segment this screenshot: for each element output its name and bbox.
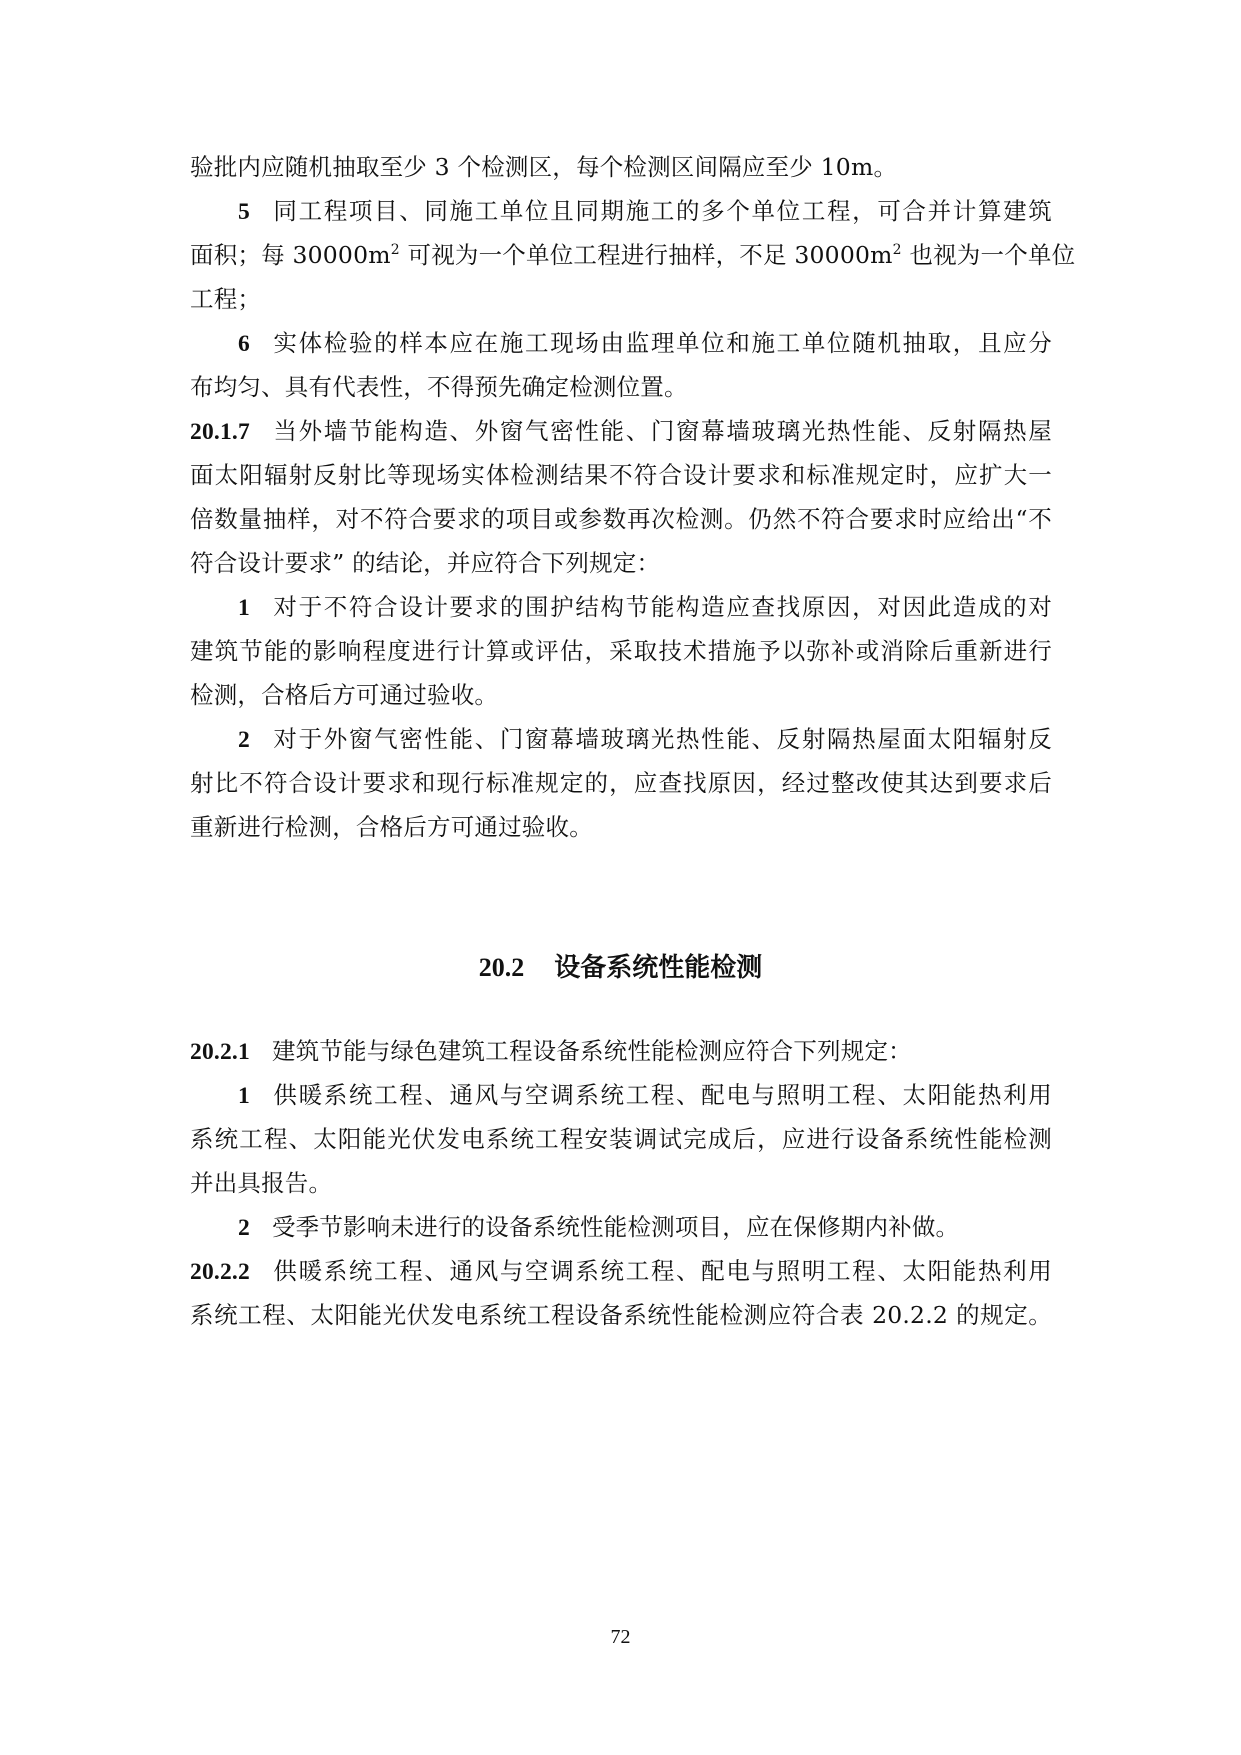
clause-number: 20.2.1 [190,1039,250,1065]
text-line: 检测，合格后方可通过验收。 [190,681,499,709]
text-line: 布均匀、具有代表性，不得预先确定检测位置。 [190,373,688,401]
clause-number: 20.1.7 [190,419,250,445]
list-item-6: 6 实体检验的样本应在施工现场由监理单位和施工单位随机抽取，且应分 [238,329,1052,357]
page-number: 72 [610,1626,631,1648]
text-line: 面积；每 $30000m^2$ 可视为一个单位工程进行抽样，不足 $30000m^2$ 也视为一个单位 [190,241,1076,269]
clause-20-2-1: 20.2.1 建筑节能与绿色建筑工程设备系统性能检测应符合下列规定： [190,1037,912,1065]
clause-number: 20.2.2 [190,1259,250,1285]
item-number: 1 [238,1083,250,1109]
text-line: 并出具报告。 [190,1169,333,1197]
section-title: 设备系统性能检测 [554,953,763,983]
text-line: 射比不符合设计要求和现行标准规定的，应查找原因，经过整改使其达到要求后 [190,769,1052,797]
section-number: 20.2 [478,953,525,982]
list-item-1: 1 对于不符合设计要求的围护结构节能构造应查找原因，对因此造成的对 [238,593,1052,621]
list-item-1: 1 供暖系统工程、通风与空调系统工程、配电与照明工程、太阳能热利用 [238,1081,1052,1109]
superscript: 2 [892,242,902,258]
text-line: 系统工程、太阳能光伏发电系统工程安装调试完成后，应进行设备系统性能检测 [190,1125,1052,1153]
clause-20-2-2: 20.2.2 供暖系统工程、通风与空调系统工程、配电与照明工程、太阳能热利用 [190,1257,1052,1285]
text-line: 符合设计要求” 的结论，并应符合下列规定： [190,549,661,577]
text-line: 验批内应随机抽取至少 3 个检测区，每个检测区间隔应至少 10m。 [190,153,898,181]
item-number: 1 [238,595,250,621]
item-number: 6 [238,331,250,357]
item-number: 2 [238,1215,250,1241]
text-line: 建筑节能的影响程度进行计算或评估，采取技术措施予以弥补或消除后重新进行 [190,637,1052,665]
item-number: 2 [238,727,250,753]
superscript: 2 [390,242,400,258]
list-item-2: 2 对于外窗气密性能、门窗幕墙玻璃光热性能、反射隔热屋面太阳辐射反 [238,725,1052,753]
text-line: 倍数量抽样，对不符合要求的项目或参数再次检测。仍然不符合要求时应给出“不 [190,505,1052,533]
text-line: 系统工程、太阳能光伏发电系统工程设备系统性能检测应符合表 20.2.2 的规定。 [190,1301,1052,1329]
text-line: 重新进行检测，合格后方可通过验收。 [190,813,593,841]
item-number: 5 [238,199,250,225]
clause-20-1-7: 20.1.7 当外墙节能构造、外窗气密性能、门窗幕墙玻璃光热性能、反射隔热屋 [190,417,1052,445]
list-item-2: 2 受季节影响未进行的设备系统性能检测项目，应在保修期内补做。 [238,1213,960,1241]
section-heading [0,950,1241,986]
list-item-5: 5 同工程项目、同施工单位且同期施工的多个单位工程，可合并计算建筑 [238,197,1052,225]
text-line: 面太阳辐射反射比等现场实体检测结果不符合设计要求和标准规定时，应扩大一 [190,461,1052,489]
text-line: 工程； [190,285,262,313]
